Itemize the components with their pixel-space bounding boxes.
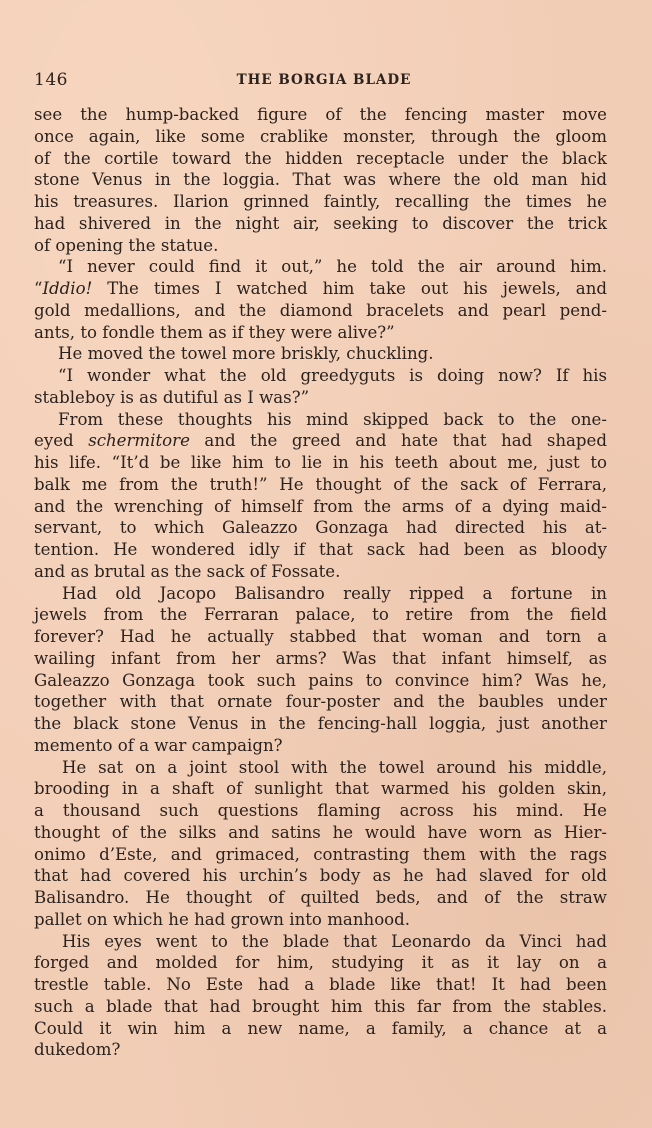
- text-line: Had old Jacopo Balisandro really ripped a fortune in: [62, 583, 607, 603]
- text-line: and as brutal as the sack of Fossate.: [34, 561, 341, 581]
- text-line: His eyes went to the blade that Leonardo da Vinci had: [62, 931, 607, 951]
- text-line: Could it win him a new name, a family, a chance at a: [34, 1018, 607, 1038]
- text-line: stone Venus in the loggia. That was where the old man hid: [34, 170, 607, 190]
- page-number: 146: [34, 70, 68, 90]
- text-line: brooding in a shaft of sunlight that warmed his golden skin,: [34, 779, 607, 799]
- text-line: stableboy is as dutiful as I was?”: [34, 387, 310, 407]
- text-line: Balisandro. He thought of quilted beds, and of the straw: [34, 888, 607, 907]
- text-line: He moved the towel more briskly, chuckling.: [58, 344, 434, 364]
- running-head: [34, 70, 614, 94]
- text-line: once again, like some crablike monster, through the gloom: [34, 126, 607, 146]
- text-line: pallet on which he had grown into manhood.: [34, 909, 411, 929]
- text-line: that had covered his urchin’s body as he had slaved for old: [34, 866, 607, 886]
- text-line: wailing infant from her arms? Was that infant himself, as: [34, 648, 607, 668]
- text-line: thought of the silks and satins he would have worn as Hier-: [34, 822, 607, 842]
- text-line: forever? Had he actually stabbed that woman and torn a: [34, 627, 607, 646]
- text-line: “Iddio! The times I watched him take out his jewels, and: [34, 279, 607, 298]
- text-line: see the hump-backed figure of the fencing master move: [34, 105, 607, 124]
- text-line: the black stone Venus in the fencing-hall loggia, just another: [34, 714, 607, 733]
- text-line: a thousand such questions flaming across his mind. He: [34, 801, 607, 820]
- text-line: together with that ornate four-poster and the baubles under: [34, 692, 607, 712]
- text-line: jewels from the Ferraran palace, to retire from the field: [34, 605, 607, 625]
- text-line: “I never could find it out,” he told the air around him.: [58, 257, 607, 277]
- text-line: memento of a war campaign?: [34, 735, 283, 755]
- running-title: THE BORGIA BLADE: [236, 72, 412, 88]
- text-line: ants, to fondle them as if they were alive?”: [34, 322, 395, 342]
- text-line: of the cortile toward the hidden receptacle under the black: [34, 148, 607, 168]
- body-text: [34, 104, 607, 1061]
- text-line: From these thoughts his mind skipped back to the one-: [58, 409, 607, 429]
- text-line: tention. He wondered idly if that sack had been as bloody: [34, 540, 607, 559]
- text-line: “I wonder what the old greedyguts is doing now? If his: [58, 366, 607, 385]
- text-line: his life. “It’d be like him to lie in his teeth about me, just to: [34, 453, 607, 472]
- text-line: onimo d’Este, and grimaced, contrasting them with the rags: [34, 844, 607, 864]
- text-line: forged and molded for him, studying it as it lay on a: [34, 953, 607, 973]
- text-line: balk me from the truth!” He thought of the sack of Ferrara,: [34, 474, 607, 494]
- text-line: trestle table. No Este had a blade like that! It had been: [34, 975, 607, 994]
- text-line: of opening the statue.: [34, 235, 219, 255]
- text-line: Galeazzo Gonzaga took such pains to convince him? Was he,: [34, 670, 607, 690]
- text-line: his treasures. Ilarion grinned faintly, recalling the times he: [34, 192, 607, 211]
- text-line: and the wrenching of himself from the arms of a dying maid-: [34, 496, 607, 516]
- text-line: gold medallions, and the diamond bracelets and pearl pend-: [34, 300, 607, 320]
- text-line: dukedom?: [34, 1040, 121, 1060]
- text-line: eyed schermitore and the greed and hate that had shaped: [34, 431, 607, 451]
- text-line: He sat on a joint stool with the towel around his middle,: [62, 757, 607, 777]
- text-line: such a blade that had brought him this far from the stables.: [34, 996, 607, 1016]
- text-line: had shivered in the night air, seeking to discover the trick: [34, 213, 607, 233]
- text-line: servant, to which Galeazzo Gonzaga had directed his at-: [34, 518, 607, 538]
